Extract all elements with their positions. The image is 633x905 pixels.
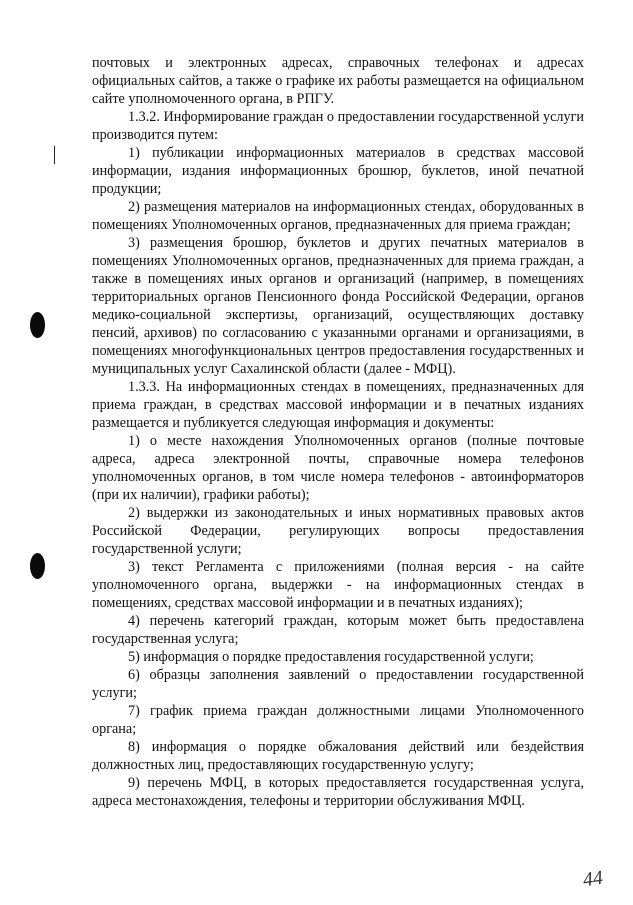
document-body bbox=[92, 54, 584, 810]
paragraph: 6) образцы заполнения заявлений о предоставлении государственной услуги; bbox=[92, 667, 584, 701]
paragraph: 3) текст Регламента с приложениями (полная версия - на сайте уполномоченного органа, выдержки - на информационных стендах в помещениях, средствах массовой информации и в печатных изданиях); bbox=[92, 559, 584, 611]
punch-hole-top bbox=[30, 312, 45, 338]
paragraph: 1) о месте нахождения Уполномоченных органов (полные почтовые адреса, адреса электронной почты, справочные номера телефонов уполномоченных органов, в том числе номера телефонов - автоинформаторов (при их наличии), графики работы); bbox=[92, 433, 584, 503]
paragraph: 3) размещения брошюр, буклетов и других печатных материалов в помещениях Уполномоченных органов, предназначенных для приема граждан, а также в помещениях иных органов и организаций (например, в помещениях территориальных органов Пенсионного фонда Российской Федерации, органов медико-социальной экспертизы, организаций, осуществляющих доставку пенсий, архивов) по согласованию с указанными органами и организациями, в помещениях многофункциональных центров предоставления государственных и муниципальных услуг Сахалинской области (далее - МФЦ). bbox=[92, 235, 584, 377]
paragraph: 2) выдержки из законодательных и иных нормативных правовых актов Российской Федерации, регулирующих вопросы предоставления государственной услуги; bbox=[92, 505, 584, 557]
paragraph: 7) график приема граждан должностными лицами Уполномоченного органа; bbox=[92, 703, 584, 737]
paragraph: 1.3.2. Информирование граждан о предоставлении государственной услуги производится путем: bbox=[92, 109, 584, 143]
paragraph: 1) публикации информационных материалов в средствах массовой информации, издания информационных брошюр, буклетов, иной печатной продукции; bbox=[92, 145, 584, 197]
paragraph: почтовых и электронных адресах, справочных телефонах и адресах официальных сайтов, а также о графике их работы размещается на официальном сайте уполномоченного органа, в РПГУ. bbox=[92, 55, 584, 107]
page-number: 44 bbox=[581, 866, 605, 892]
paragraph: 2) размещения материалов на информационных стендах, оборудованных в помещениях Уполномоченных органов, предназначенных для приема граждан; bbox=[92, 199, 584, 233]
paragraph: 4) перечень категорий граждан, которым может быть предоставлена государственная услуга; bbox=[92, 613, 584, 647]
paragraph: 9) перечень МФЦ, в которых предоставляется государственная услуга, адреса местонахождения, телефоны и территории обслуживания МФЦ. bbox=[92, 775, 584, 809]
paragraph: 5) информация о порядке предоставления государственной услуги; bbox=[128, 649, 534, 665]
paragraph: 1.3.3. На информационных стендах в помещениях, предназначенных для приема граждан, в средствах массовой информации и в печатных изданиях размещается и публикуется следующая информация и документы: bbox=[92, 379, 584, 431]
paragraph: 8) информация о порядке обжалования действий или бездействия должностных лиц, предоставляющих государственную услугу; bbox=[92, 739, 584, 773]
punch-hole-bottom bbox=[30, 553, 45, 579]
margin-mark bbox=[54, 146, 55, 164]
